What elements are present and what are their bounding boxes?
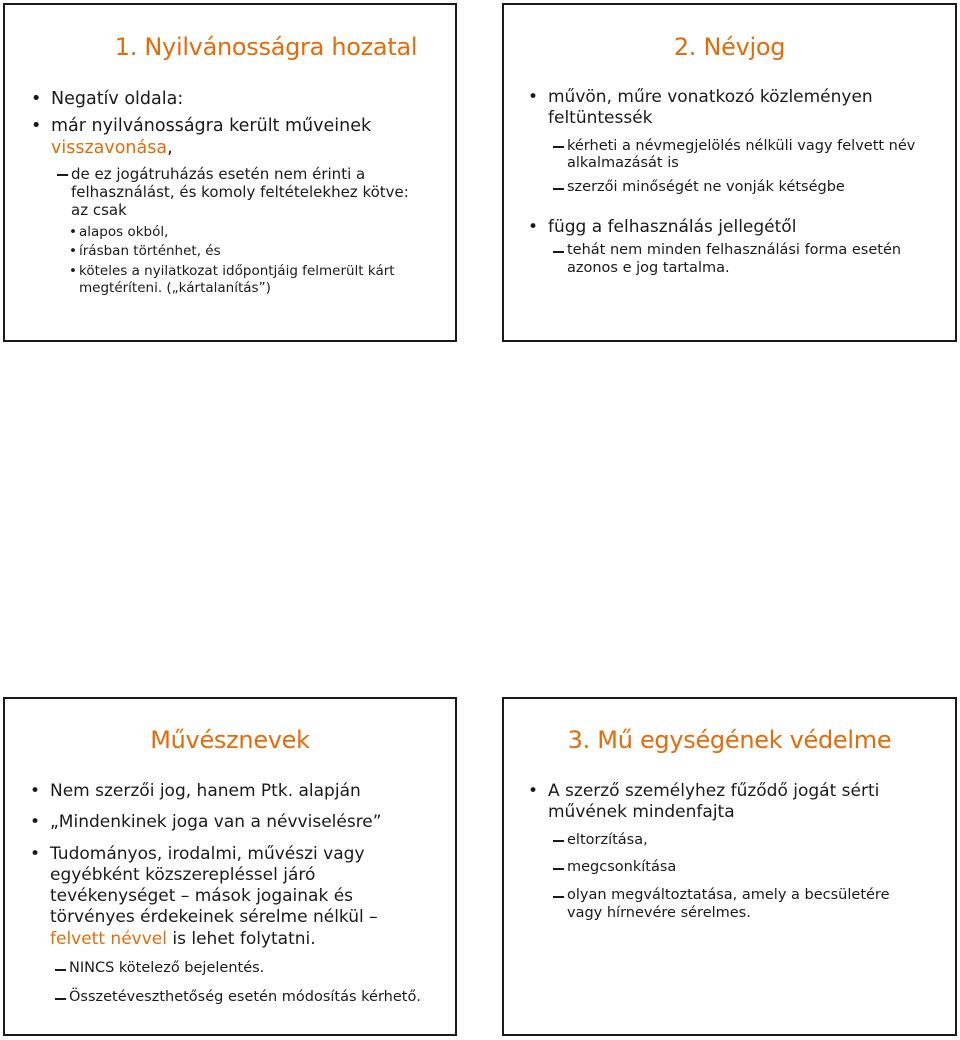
sub-sub-bullet-item: • köteles a nyilatkozat időpontjáig felmerült kárt megtéríteni. („kártalanítás”) (79, 263, 415, 297)
slide-nyilvanossagra-hozatal (3, 3, 457, 342)
bullet-item: • függ a felhasználás jellegétől (548, 217, 935, 238)
slide-content (5, 89, 455, 300)
slide-title: 2. Névjog (673, 33, 786, 61)
bullet-item: • Nem szerzői jog, hanem Ptk. alapján (50, 781, 431, 802)
bullet-text: is lehet folytatni. (172, 928, 316, 949)
highlighted-text: felvett névvel (50, 928, 167, 949)
bullet-item (51, 116, 435, 160)
bullet-text: Tudományos, irodalmi, művészi vagy egyébként közszerepléssel járó tevékenységet – mások jogainak és törvényes érdekeinek sérelme nélkül – (50, 843, 378, 928)
slide-content (504, 781, 955, 932)
sub-bullet-item: olyan megváltoztatása, amely a becsületére vagy hírnevére sérelmes. (567, 887, 925, 922)
bullet-item: • Negatív oldala: (51, 89, 435, 111)
sub-bullet-item: eltorzítása, (567, 832, 925, 850)
slide-content (5, 781, 455, 1019)
sub-sub-bullet-item: • alapos okból, (79, 224, 415, 241)
sub-bullet-item: kérheti a névmegjelölés nélküli vagy felvett név alkalmazását is (567, 138, 921, 173)
bullet-item: • művön, műre vonatkozó közleményen feltüntessék (548, 87, 935, 130)
sub-bullet-item: tehát nem minden felhasználási forma esetén azonos e jog tartalma. (567, 242, 921, 277)
bullet-item: • A szerző személyhez fűződő jogát sérti művének mindenfajta (548, 781, 915, 824)
bullet-item (50, 844, 431, 950)
bullet-text: , (167, 137, 173, 158)
sub-bullet-item: Összetéveszthetőség esetén módosítás kérhető. (69, 989, 435, 1007)
slide-mu-egysegenek-vedelme (502, 697, 957, 1036)
sub-sub-bullet-item: • írásban történhet, és (79, 243, 415, 260)
slide-title: 3. Mű egységének védelme (567, 726, 892, 754)
bullet-item: • „Mindenkinek joga van a névviselésre” (50, 812, 431, 833)
bullet-text: már nyilvánosságra került műveinek (51, 115, 372, 136)
slide-title: Művésznevek (150, 726, 310, 754)
sub-bullet-item: NINCS kötelező bejelentés. (69, 960, 435, 978)
sub-bullet-item: de ez jogátruházás esetén nem érinti a felhasználást, és komoly feltételekhez kötve: az csak (71, 165, 417, 220)
slide-title: 1. Nyilvánosságra hozatal (114, 33, 418, 61)
sub-bullet-item: megcsonkítása (567, 859, 925, 877)
highlighted-text: visszavonása (51, 137, 168, 158)
slide-content (504, 87, 955, 283)
slide-nevjog (502, 3, 957, 342)
sub-bullet-item: szerzői minőségét ne vonják kétségbe (567, 179, 921, 197)
slide-muvesznevek (3, 697, 457, 1036)
